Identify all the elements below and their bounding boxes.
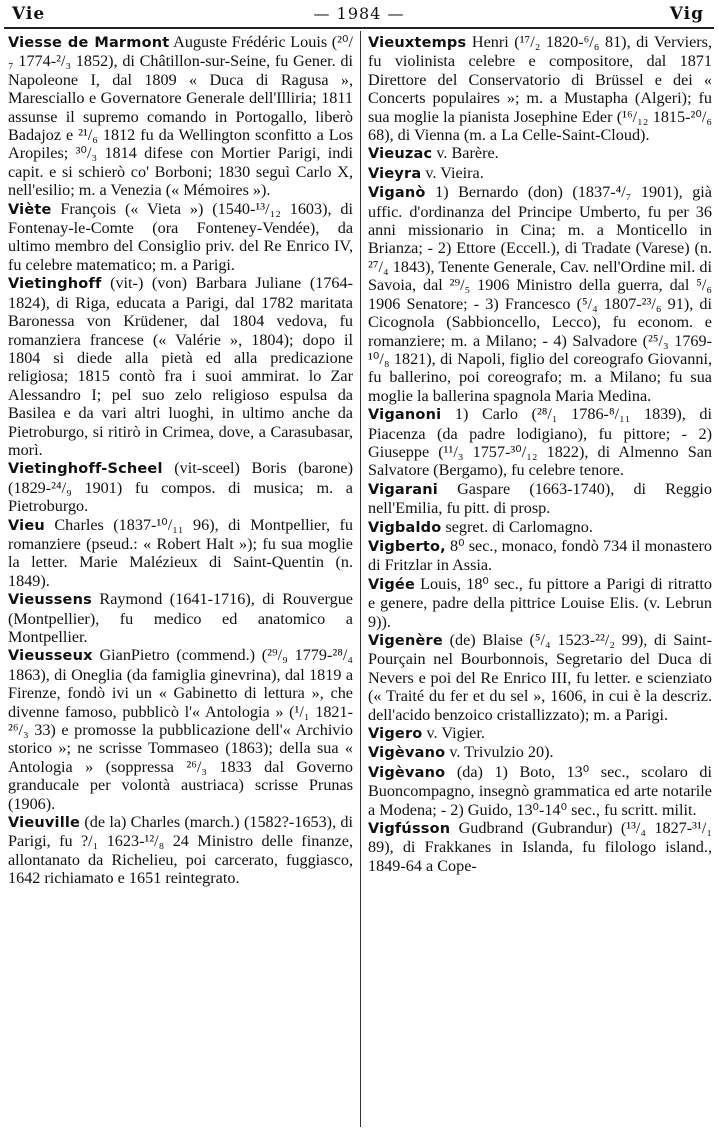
entry-body: Charles (1837-¹⁰/₁₁ 96), di Montpellier, fu romanziere (pseud.: « Robert Halt »); fu sua moglie la letter. Marie Malézieux di Saint-Quentin (n. 1849). (8, 515, 353, 590)
entry-body: (vit-sceel) Boris (barone) (1829-²⁴/₉ 1901) fu compos. di musica; m. a Pietroburgo. (8, 459, 353, 516)
entry-body: Auguste Frédéric Louis (²⁰/₇ 1774-²/₃ 1852), di Châtillon-sur-Seine, fu Gener. di Napoleone I, dal 1809 « Duca di Ragusa », Maresciallo e Governatore Generale dell'Illiria; 1811 assunse il supremo comando in Portogallo, liberò Badajoz e ²¹/₆ 1812 fu da Wellington sconfitto a Los Aropiles; ³⁰/₃ 1814 difese con Mortier Parigi, indi capit. e si schierò co' Borboni; 1830 seguì Carlo X, nell'esilio; m. a Venezia (« Mémoires »). (8, 33, 353, 200)
entry (8, 516, 353, 591)
entry-body: Gudbrand (Gubrandur) (¹³/₄ 1827-³¹/₁ 89), di Frakkanes in Islanda, fu filologo island., 1849-64 a Cope- (368, 819, 712, 875)
entry (368, 480, 712, 518)
entry-headword: Vigfússon (368, 821, 451, 838)
entry (368, 819, 712, 875)
running-head-right: Vig (669, 4, 704, 24)
entry-headword: Viesse de Marmont (8, 35, 170, 51)
entry (8, 646, 353, 813)
entry-body: Gaspare (1663-1740), di Reggio nell'Emilia, fu pitt. di prosp. (368, 479, 712, 518)
entry-headword: Vigberto, (368, 538, 446, 555)
entry-body: v. Vieira. (421, 163, 484, 182)
entry-body: (vit-) (von) Barbara Juliane (1764-1824), di Riga, educata a Parigi, dal 1782 maritata Baronessa von Krüdener, dal 1804 vedova, fu romanziera francese (« Valérie », 1804); dopo il 1804 si diede alla pietà ed alla predicazione religiosa; 1815 contò fra i suoi ammirat. lo Zar Alessandro I; pel suo zelo religioso espulsa da Basilea e da vari altri luoghi, in ultimo anche da Pietroburgo, si ritirò in Crimea, dove, a Carasubasar, morì. (8, 274, 353, 459)
entry-headword: Vigbaldo (368, 519, 442, 536)
entry-headword: Vieyra (368, 165, 422, 182)
entry (368, 631, 712, 724)
entry (8, 590, 353, 646)
entry-headword: Vieuville (8, 815, 81, 832)
entry-body: GianPietro (commend.) (²⁹/₉ 1779-²⁸/₄ 1863), di Oneglia (da famiglia ginevrina), dal 1819 a Firenze, fondò ivi un « Gabinetto di lettura », che divenne famoso, pubblicò l'« Antologia » (¹/₁ 1821-²⁶/₃ 33) e promosse la pubblicazione dell'« Archivio storico »; ne scrisse Tommaseo (1863); della sua « Antologia » (soppressa ²⁶/₃ 1833 dal Governo granducale per volontà austriaca) scrisse Prunas (1906). (8, 646, 353, 813)
entry (368, 575, 712, 631)
entry (8, 33, 353, 200)
entry (368, 763, 712, 819)
running-head-left: Vie (12, 4, 46, 24)
entry-body: segret. di Carlomagno. (441, 517, 593, 536)
entry-body: Raymond (1641-1716), di Rouvergue (Montpellier), fu medico ed anatomico a Montpellier. (8, 590, 353, 646)
entry-body: 8⁰ sec., monaco, fondò 734 il monastero di Fritzlar in Assia. (368, 536, 712, 575)
entry-body: 1) Bernardo (don) (1837-⁴/₇ 1901), già uffic. d'ordinanza del Principe Umberto, fu per 36 anni missionario in Cina; m. a Monticello in Brianza; - 2) Ettore (Eccell.), di Tradate (Varese) (n. ²⁷/₄ 1843), Tenente Generale, Cav. nell'Ordine mil. di Savoia, dal ²⁹/₅ 1906 Ministro della guerra, dal ⁵/₆ 1906 Senatore; - 3) Francesco (⁵/₄ 1807-²³/₆ 91), di Cicognola (Sabbioncello, Lecco), fu econom. e romanziere; m. a Milano; - 4) Salvadore (²⁵/₃ 1769-¹⁰/₈ 1821), di Napoli, figlio del coreografo Giovanni, fu ballerino, poi coreografo; m. a Milano; fu sua moglie la ballerina spagnola Maria Medina. (368, 183, 712, 405)
entry (368, 743, 712, 762)
column-divider (360, 31, 361, 1127)
entry-body: Henri (¹⁷/₂ 1820-⁶/₆ 81), di Verviers, fu violinista celebre e compositore, dal 1871 Direttore del Conservatorio di Brüssel e dei « Concerts populaires »; m. a Mustapha (Algeri); fu sua moglie la pianista Josephine Eder (¹⁶/₁₂ 1815-²⁰/₆ 68), di Vienna (m. a La Celle-Saint-Cloud). (368, 33, 712, 145)
entry (8, 200, 353, 275)
entry-headword: Vieussens (8, 592, 92, 609)
entry-headword: Viganoni (368, 407, 442, 424)
entry-headword: Vigenère (368, 633, 443, 649)
entry-headword: Vieu (8, 517, 45, 534)
entry-body: (da) 1) Boto, 13⁰ sec., scolaro di Buoncompagno, insegnò grammatica ed arte notarile a Modena; - 2) Guido, 13⁰-14⁰ sec., fu scritt. milit. (368, 762, 712, 819)
entry (368, 164, 712, 183)
entry (368, 724, 712, 743)
entry-headword: Vietinghoff (8, 276, 102, 293)
header-rule (4, 27, 714, 29)
entry (368, 33, 712, 144)
entry-body: 1) Carlo (²⁸/₁ 1786-⁸/₁₁ 1839), di Piacenza (da padre lodigiano), fu pittore; - 2) Giuseppe (¹¹/₃ 1757-³⁰/₁₂ 1822), di Almenno San Salvatore (Bergamo), fu celebre tenore. (368, 405, 712, 480)
entry-headword: Vigèvano (368, 764, 446, 781)
entry-headword: Viganò (368, 185, 426, 202)
page-number: — 1984 — (313, 4, 405, 23)
left-column (8, 33, 353, 888)
entry (368, 405, 712, 480)
entry (368, 537, 712, 575)
page-header (0, 0, 718, 30)
entry (8, 274, 353, 459)
entry-headword: Vigarani (368, 481, 438, 498)
entry-headword: Vieuxtemps (368, 35, 467, 51)
right-column (368, 33, 712, 875)
entry-body: François (« Vieta ») (1540-¹³/₁₂ 1603), di Fontenay-le-Comte (ora Fonteney-Vendée), da ultimo membro del Consiglio priv. del Re Enrico IV, fu celebre matematico; m. a Parigi. (8, 199, 353, 274)
entry (368, 183, 712, 405)
entry (368, 144, 712, 163)
entry-headword: Vieusseux (8, 648, 93, 665)
entry-body: Louis, 18⁰ sec., fu pittore a Parigi di ritratto e genere, padre della pittrice Louise Elis. (v. Lebrun 9)). (368, 574, 712, 631)
entry (8, 459, 353, 515)
entry-headword: Vigée (368, 576, 415, 593)
entry-headword: Vieuzac (368, 146, 433, 163)
entry-body: (de) Blaise (⁵/₄ 1523-²²/₂ 99), di Saint-Pourçain nel Bourbonnois, Segretario del Duca di Nevers e poi del Re Enrico III, fu letter. e scienziato (« Traité du fer et du sel », 1606, in cui è la descriz. dell'acido benzoico cristallizzato); m. a Parigi. (368, 631, 712, 724)
entry-body: (de la) Charles (march.) (1582?-1653), di Parigi, fu ?/₁ 1623-¹²/₈ 24 Ministro delle finanze, allontanato da Richelieu, poi carcerato, fuggiasco, 1642 richiamato e 1651 reintegrato. (8, 813, 353, 888)
entry-body: v. Barère. (432, 144, 499, 163)
entry-headword: Vigero (368, 726, 423, 743)
entry-body: v. Vigier. (422, 724, 485, 743)
entry-headword: Viète (8, 201, 52, 218)
entry-headword: Vigèvano (368, 745, 446, 762)
entry (368, 518, 712, 537)
entry (8, 813, 353, 888)
entry-body: v. Trivulzio 20). (445, 743, 554, 762)
entry-headword: Vietinghoff-Scheel (8, 461, 163, 478)
